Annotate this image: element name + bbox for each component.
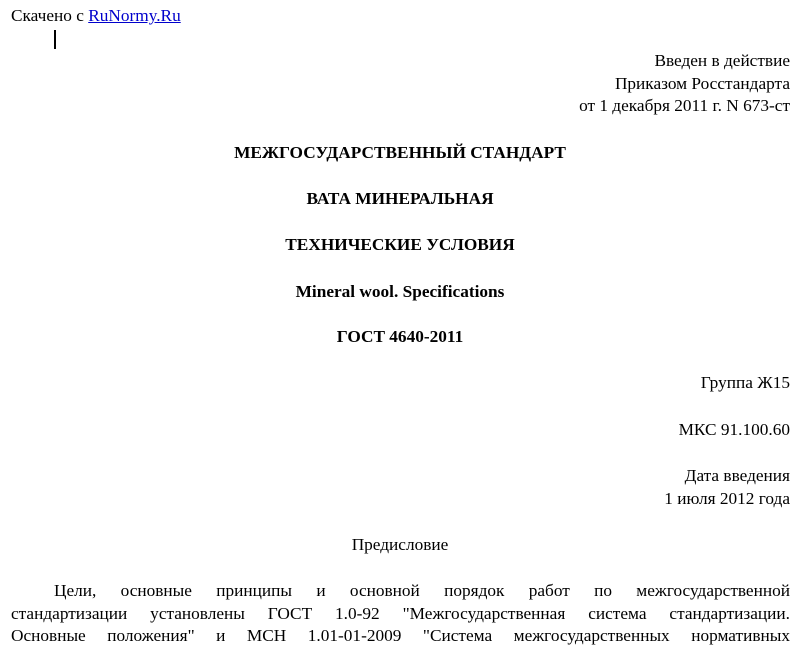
mks-block bbox=[679, 419, 790, 442]
runormy-link[interactable]: RuNormy.Ru bbox=[88, 6, 181, 25]
introduction-line-3: от 1 декабря 2011 г. N 673-ст bbox=[579, 96, 790, 115]
source-line bbox=[11, 5, 181, 27]
english-title: Mineral wool. Specifications bbox=[295, 282, 505, 301]
standard-type-title: МЕЖГОСУДАРСТВЕННЫЙ СТАНДАРТ bbox=[234, 143, 566, 162]
foreword-paragraph bbox=[11, 580, 790, 648]
introduction-block bbox=[579, 50, 790, 118]
group-code: Группа Ж15 bbox=[700, 373, 790, 392]
group-block bbox=[701, 372, 790, 395]
foreword-heading: Предисловие bbox=[351, 535, 449, 554]
foreword-line-3: Основные положения" и МСН 1.01-01-2009 "Система межгосударственных нормативных bbox=[11, 626, 790, 646]
subtitle: ТЕХНИЧЕСКИЕ УСЛОВИЯ bbox=[285, 235, 515, 254]
mks-code: МКС 91.100.60 bbox=[678, 420, 790, 439]
effective-date-label: Дата введения bbox=[684, 466, 790, 485]
text-cursor bbox=[54, 30, 56, 49]
introduction-line-1: Введен в действие bbox=[654, 51, 790, 70]
gost-designation: ГОСТ 4640-2011 bbox=[336, 327, 464, 346]
foreword-line-1: Цели, основные принципы и основной порядок работ по межгосударственной bbox=[54, 581, 790, 600]
standard-name-title: ВАТА МИНЕРАЛЬНАЯ bbox=[306, 189, 494, 208]
source-label: Скачено с bbox=[11, 6, 84, 25]
effective-date-block bbox=[664, 465, 790, 510]
introduction-line-2: Приказом Росстандарта bbox=[614, 73, 790, 93]
foreword-line-2: стандартизации установлены ГОСТ 1.0-92 "Межгосударственная система стандартизации. bbox=[11, 603, 790, 623]
effective-date-value: 1 июля 2012 года bbox=[664, 488, 790, 508]
